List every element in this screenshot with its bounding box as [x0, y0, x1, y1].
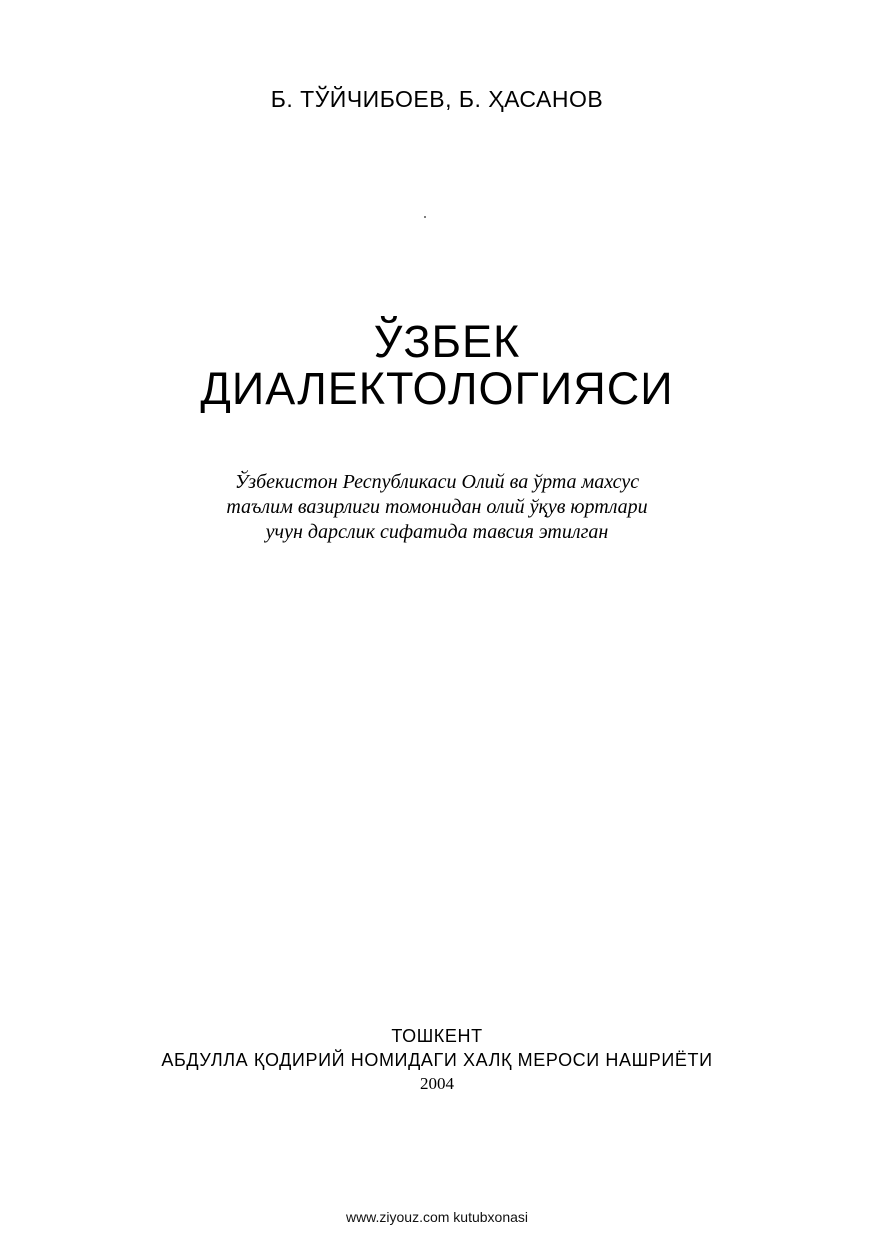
approval-note	[0, 470, 874, 545]
book-title	[0, 318, 874, 412]
book-title-line-1: ЎЗБЕК	[373, 316, 521, 367]
publication-year: 2004	[420, 1074, 454, 1093]
authors: Б. ТЎЙЧИБОЕВ, Б. ҲАСАНОВ	[270, 86, 604, 112]
publisher-name: АБДУЛЛА ҚОДИРИЙ НОМИДАГИ ХАЛҚ МЕРОСИ НАШРИЁТИ	[161, 1050, 713, 1070]
source-footer: www.ziyouz.com kutubxonasi	[345, 1209, 529, 1225]
publisher-block	[0, 1024, 874, 1096]
approval-line-3: учун дарслик сифатида тавсия этилган	[265, 521, 609, 543]
approval-line-1: Ўзбекистон Республикаси Олий ва ўрта махсус	[234, 471, 640, 493]
approval-line-2: таълим вазирлиги томонидан олий ўқув юртлари	[226, 496, 648, 518]
book-title-line-2: ДИАЛЕКТОЛОГИЯСИ	[200, 363, 674, 414]
publisher-city: ТОШКЕНТ	[391, 1026, 483, 1046]
scan-speck	[424, 216, 426, 218]
